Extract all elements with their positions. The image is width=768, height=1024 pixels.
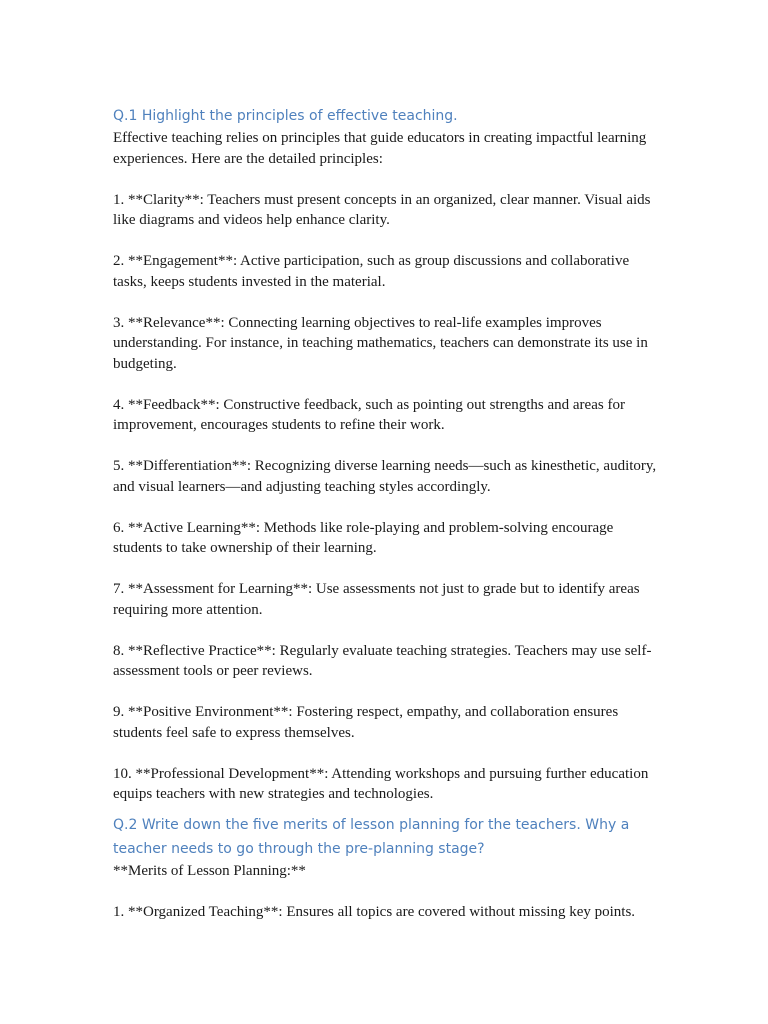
q1-item-assessment: 7. **Assessment for Learning**: Use assessments not just to grade but to identify areas requiring more attention. [113, 581, 640, 618]
q2-heading: Q.2 Write down the five merits of lesson planning for the teachers. Why a teacher needs to go through the pre-planning stage? [113, 816, 630, 857]
q2-subheading: **Merits of Lesson Planning:** [113, 862, 306, 879]
q1-item-reflective-practice: 8. **Reflective Practice**: Regularly evaluate teaching strategies. Teachers may use self-assessment tools or peer reviews. [113, 642, 652, 679]
q1-item-clarity: 1. **Clarity**: Teachers must present concepts in an organized, clear manner. Visual aids like diagrams and videos help enhance clarity. [113, 191, 651, 228]
q1-item-professional-development: 10. **Professional Development**: Attending workshops and pursuing further education equips teachers with new strategies and technologies. [113, 765, 649, 802]
q1-item-feedback: 4. **Feedback**: Constructive feedback, such as pointing out strengths and areas for improvement, encourages students to refine their work. [113, 396, 625, 433]
document-page [113, 104, 661, 922]
q1-item-engagement: 2. **Engagement**: Active participation, such as group discussions and collaborative tasks, keeps students invested in the material. [113, 253, 630, 290]
q1-intro: Effective teaching relies on principles that guide educators in creating impactful learning experiences. Here are the detailed principles: [113, 130, 647, 167]
q1-item-relevance: 3. **Relevance**: Connecting learning objectives to real-life examples improves understanding. For instance, in teaching mathematics, teachers can demonstrate its use in budgeting. [113, 314, 648, 372]
q1-item-differentiation: 5. **Differentiation**: Recognizing diverse learning needs—such as kinesthetic, auditory, and visual learners—and adjusting teaching styles accordingly. [113, 458, 657, 495]
q2-item-organized-teaching: 1. **Organized Teaching**: Ensures all topics are covered without missing key points. [113, 903, 636, 920]
q1-heading: Q.1 Highlight the principles of effective teaching. [113, 108, 458, 124]
q1-item-positive-environment: 9. **Positive Environment**: Fostering respect, empathy, and collaboration ensures students feel safe to express themselves. [113, 704, 619, 741]
q1-item-active-learning: 6. **Active Learning**: Methods like role-playing and problem-solving encourage students to take ownership of their learning. [113, 519, 614, 556]
